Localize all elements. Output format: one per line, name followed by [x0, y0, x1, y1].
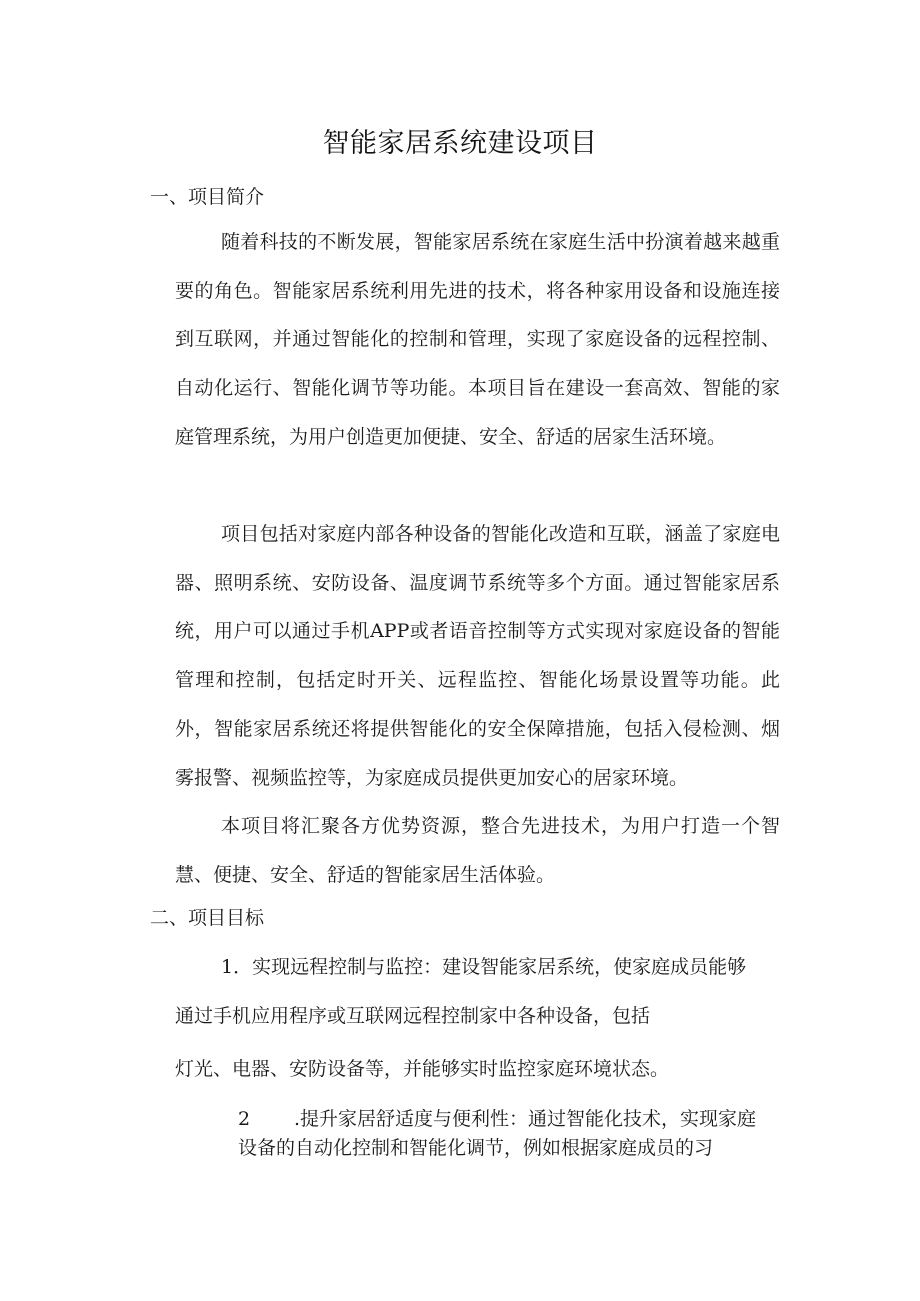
goal-item-1-line-3: 灯光、电器、安防设备等，并能够实时监控家庭环境状态。: [175, 1058, 670, 1080]
section-heading-goals: 二、项目目标: [150, 907, 265, 929]
goal-item-2: [238, 1105, 770, 1163]
intro-paragraph-2: 项目包括对家庭内部各种设备的智能化改造和互联，涵盖了家庭电器、照明系统、安防设备、温度调节系统等多个方面。通过智能家居系统，用户可以通过手机APP或者语音控制等方式实现对家庭设备的智能管理和控制，包括定时开关、远程监控、智能化场景设置等功能。此外，智能家居系统还将提供智能化的安全保障措施，包括入侵检测、烟雾报警、视频监控等，为家庭成员提供更加安心的居家环境。: [175, 523, 780, 789]
goal-item-2-number: 2: [238, 1108, 251, 1130]
section-heading-intro: 一、项目简介: [150, 186, 265, 208]
goal-item-2-text: .提升家居舒适度与便利性：通过智能化技术，实现家庭设备的自动化控制和智能化调节，例如根据家庭成员的习: [238, 1108, 757, 1159]
document-title: 智能家居系统建设项目: [322, 128, 598, 159]
intro-paragraph-3: 本项目将汇聚各方优势资源，整合先进技术，为用户打造一个智慧、便捷、安全、舒适的智能家居生活体验。: [175, 815, 780, 886]
intro-paragraph-1: 随着科技的不断发展，智能家居系统在家庭生活中扮演着越来越重要的角色。智能家居系统利用先进的技术，将各种家用设备和设施连接到互联网，并通过智能化的控制和管理，实现了家庭设备的远程控制、自动化运行、智能化调节等功能。本项目旨在建设一套高效、智能的家庭管理系统，为用户创造更加便捷、安全、舒适的居家生活环境。: [175, 231, 780, 448]
goal-item-1-line-1: 1．实现远程控制与监控：建设智能家居系统，使家庭成员能够: [221, 956, 747, 978]
goal-item-1-line-2: 通过手机应用程序或互联网远程控制家中各种设备，包括: [175, 1005, 651, 1027]
